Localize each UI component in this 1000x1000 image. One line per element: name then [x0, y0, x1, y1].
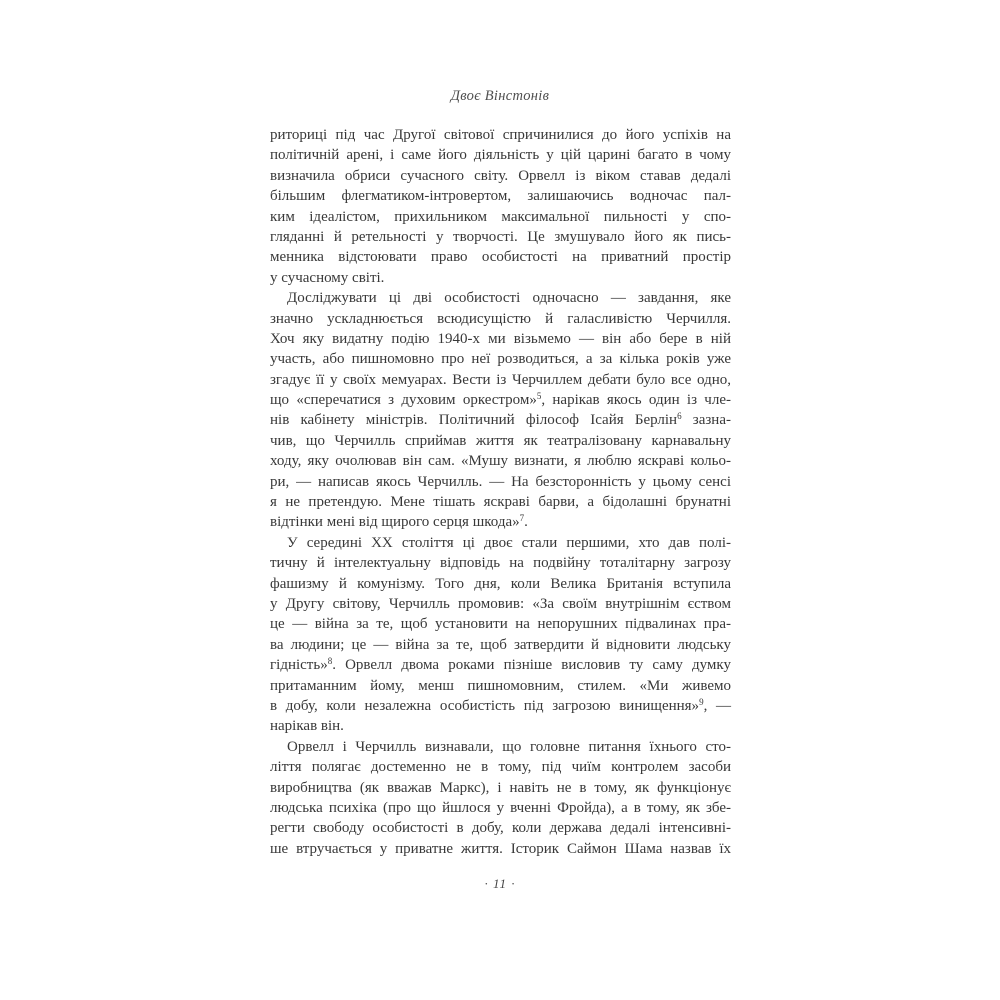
text-line [270, 329, 731, 349]
line-text: чив, що Черчилль сприймав життя як театралізовану карнавальну [270, 432, 731, 449]
running-title: Двоє Вінстонів [450, 88, 550, 104]
text-line [270, 737, 731, 757]
line-text: Орвелл і Черчилль визнавали, що головне питання їхнього сто- [287, 738, 731, 755]
text-line [270, 186, 731, 206]
line-text: відтінки мені від щирого серця шкода»$^7$. [270, 513, 528, 531]
paragraph [270, 533, 731, 737]
text-line [270, 227, 731, 247]
text-line [270, 512, 731, 532]
line-text: в добу, коли незалежна особистість під загрозою винищення»$^9$, — [270, 696, 732, 714]
line-text: політичній арені, і саме його діяльність у цій царині багато в чому [270, 147, 731, 164]
footnote-marker: 7 [519, 513, 525, 524]
footnote-marker: 8 [327, 656, 333, 667]
text-line [270, 370, 731, 390]
text-line [270, 288, 731, 308]
text-line [270, 207, 731, 227]
text-line [270, 594, 731, 614]
line-text: менника відстоювати право особистості на приватний простір [270, 249, 731, 266]
text-line [270, 676, 731, 696]
line-text: гідність»$^8$. Орвелл двома роками пізніше висловив ту саму думку [270, 656, 731, 674]
text-line [270, 839, 731, 859]
line-text: риториці під час Другої світової спричинилися до його успіхів на [270, 127, 731, 143]
line-text: визначила обриси сучасного світу. Орвелл із віком ставав дедалі [270, 167, 731, 184]
line-text: у сучасному світі. [270, 269, 385, 286]
paragraph [270, 125, 731, 288]
text-line [270, 757, 731, 777]
text-line [270, 574, 731, 594]
line-text: ва людини; це — війна за те, щоб затвердити й відновити людську [270, 636, 731, 653]
text-line [270, 309, 731, 329]
text-line [270, 798, 731, 818]
text-line [270, 553, 731, 573]
line-text: більшим флегматиком-інтровертом, залишаючись водночас пал- [270, 188, 731, 205]
text-line [270, 451, 731, 471]
text-line [270, 492, 731, 512]
text-line [270, 410, 731, 430]
text-line [270, 614, 731, 634]
text-line [270, 635, 731, 655]
text-line [270, 349, 731, 369]
line-text: Хоч яку видатну подію 1940-х ми візьмемо — він або бере в ній [270, 330, 731, 347]
text-line [270, 247, 731, 267]
line-text: це — війна за те, щоб установити на непорушних підвалинах пра- [270, 616, 731, 633]
line-text: тичну й інтелектуальну відповідь на подвійну тоталітарну загрозу [270, 555, 731, 572]
text-line [270, 778, 731, 798]
line-text: людська психіка (про що йшлося у вченні Фройда), а в тому, як збе- [270, 799, 731, 816]
line-text: що «сперечатися з духовим оркестром»$^5$, нарікав якось один із чле- [270, 391, 731, 409]
text-line [270, 696, 731, 716]
text-line [270, 390, 731, 410]
line-text: ким ідеалістом, прихильником максимальної пильності у спо- [270, 208, 731, 225]
line-text: значно ускладнюється всюдисущістю й галасливістю Черчилля. [270, 310, 731, 327]
body-text [270, 125, 731, 859]
text-line [270, 166, 731, 186]
text-line [270, 431, 731, 451]
text-line [270, 533, 731, 553]
page-number: · 11 · [484, 876, 516, 891]
line-text: ри, — написав якось Черчилль. — На безсторонність у цьому сенсі [270, 473, 731, 490]
paragraph [270, 737, 731, 859]
line-text: виробництва (як вважав Маркс), і навіть не в тому, як функціонує [270, 779, 731, 796]
line-text: ходу, яку очолював він сам. «Мушу визнати, я люблю яскраві кольо- [270, 453, 731, 470]
line-text: ше втручається у приватне життя. Історик Саймон Шама назвав їх [270, 840, 731, 857]
text-line [270, 125, 731, 145]
footnote-marker: 9 [699, 696, 704, 707]
line-text: гляданні й ретельності у творчості. Це змушувало його як пись- [270, 228, 731, 245]
paragraph [270, 288, 731, 533]
line-text: регти свободу особистості в добу, коли держава дедалі інтенсивні- [270, 820, 731, 837]
line-text: нарікав він. [270, 718, 344, 735]
text-line [270, 655, 731, 675]
line-text: Досліджувати ці дві особистості одночасно — завдання, яке [287, 290, 731, 307]
text-line [270, 145, 731, 165]
footnote-marker: 6 [677, 411, 682, 422]
text-line [270, 716, 731, 736]
text-line [270, 268, 731, 288]
line-text: у Другу світову, Черчилль промовив: «За своїм внутрішнім єством [270, 595, 731, 612]
line-text: я не претендую. Мене тішать яскраві барви, а бідолашні брунатні [270, 494, 731, 511]
line-text: У середині ХХ століття ці двоє стали першими, хто дав полі- [287, 534, 731, 551]
line-text: притаманним йому, менш пишномовним, стилем. «Ми живемо [270, 677, 731, 694]
line-text: фашизму й комунізму. Того дня, коли Велика Британія вступила [270, 575, 731, 592]
line-text: ліття полягає достеменно не в тому, під чиїм контролем засоби [270, 759, 731, 776]
line-text: згадує її у своїх мемуарах. Вести із Черчиллем дебати було все одно, [270, 371, 731, 388]
footnote-marker: 5 [536, 391, 542, 402]
line-text: нів кабінету міністрів. Політичний філософ Ісайя Берлін$^6$ зазна- [270, 411, 731, 429]
line-text: участь, або пишномовно про неї розводиться, а за кілька років уже [270, 351, 731, 368]
text-line [270, 472, 731, 492]
text-line [270, 818, 731, 838]
